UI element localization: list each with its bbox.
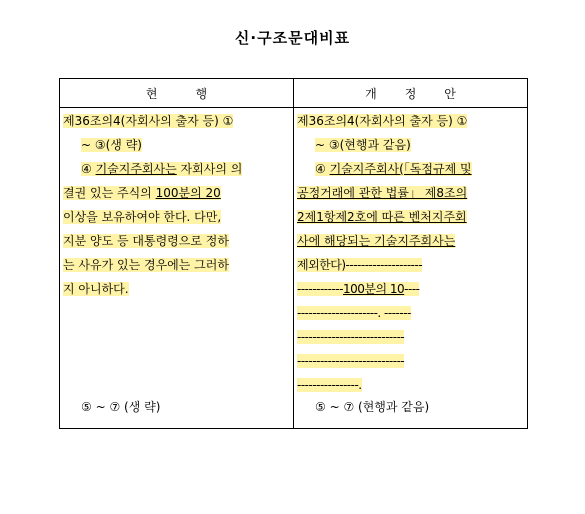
current-line-1: 제36조의4(자회사의 출자 등) ① xyxy=(63,114,234,128)
current-line-3b: 기술지주회사는 xyxy=(95,162,177,176)
revised-line-5: 2제1항제2호에 따른 벤처지주회 xyxy=(297,210,467,224)
header-revised-char-2: 정 xyxy=(404,86,417,101)
header-revised-char-3: 안 xyxy=(444,86,456,101)
current-footer: ⑤ ~ ⑦ (생 략) xyxy=(81,400,161,414)
current-line-5: 이상을 보유하여야 한다. 다만, xyxy=(63,210,222,224)
revised-line-9: ---------------------. ------- xyxy=(297,306,411,320)
revised-line-3a: ④ xyxy=(315,162,330,176)
current-line-7: 는 사유가 있는 경우에는 그러하 xyxy=(63,258,229,272)
revised-line-2: ~ ③(현행과 같음) xyxy=(315,138,411,152)
revised-line-1: 제36조의4(자회사의 출자 등) ① xyxy=(297,114,468,128)
header-revised xyxy=(294,79,528,108)
header-current xyxy=(60,79,294,108)
revised-line-3b: 기술지주회사(「독점규제 및 xyxy=(329,162,472,176)
current-line-3a: ④ xyxy=(81,162,96,176)
document-title: 신·구조문대비표 xyxy=(234,29,351,47)
revised-line-4: 공정거래에 관한 법률」 제8조의 xyxy=(297,186,468,200)
current-line-8: 지 아니하다. xyxy=(63,282,129,296)
revised-line-8b: 100분의 10 xyxy=(342,282,405,296)
revised-line-7: 제외한다)-------------------- xyxy=(297,258,423,272)
current-line-4a: 결권 있는 주식의 xyxy=(63,186,156,200)
current-column xyxy=(60,108,294,429)
revised-line-8c: ---- xyxy=(404,282,420,296)
revised-line-8a: ------------ xyxy=(297,282,343,296)
current-line-6: 지분 양도 등 대통령령으로 정하 xyxy=(63,234,229,248)
revised-line-11: ---------------------------- xyxy=(297,354,405,368)
header-current-char-1: 현 xyxy=(145,86,158,101)
header-current-char-2: 행 xyxy=(195,86,208,101)
revised-footer: ⑤ ~ ⑦ (현행과 같음) xyxy=(315,400,430,414)
current-line-4b: 100분의 20 xyxy=(155,186,221,200)
revised-line-6: 사에 해당되는 기술지주회사는 xyxy=(297,234,456,248)
revised-column xyxy=(294,108,528,429)
revised-line-12: ----------------. xyxy=(297,378,362,392)
current-line-3c: 자회사의 의 xyxy=(176,162,243,176)
revised-line-10: ---------------------------- xyxy=(297,330,405,344)
comparison-table xyxy=(59,78,528,429)
current-line-2: ~ ③(생 략) xyxy=(81,138,142,152)
header-revised-char-1: 개 xyxy=(365,86,377,101)
